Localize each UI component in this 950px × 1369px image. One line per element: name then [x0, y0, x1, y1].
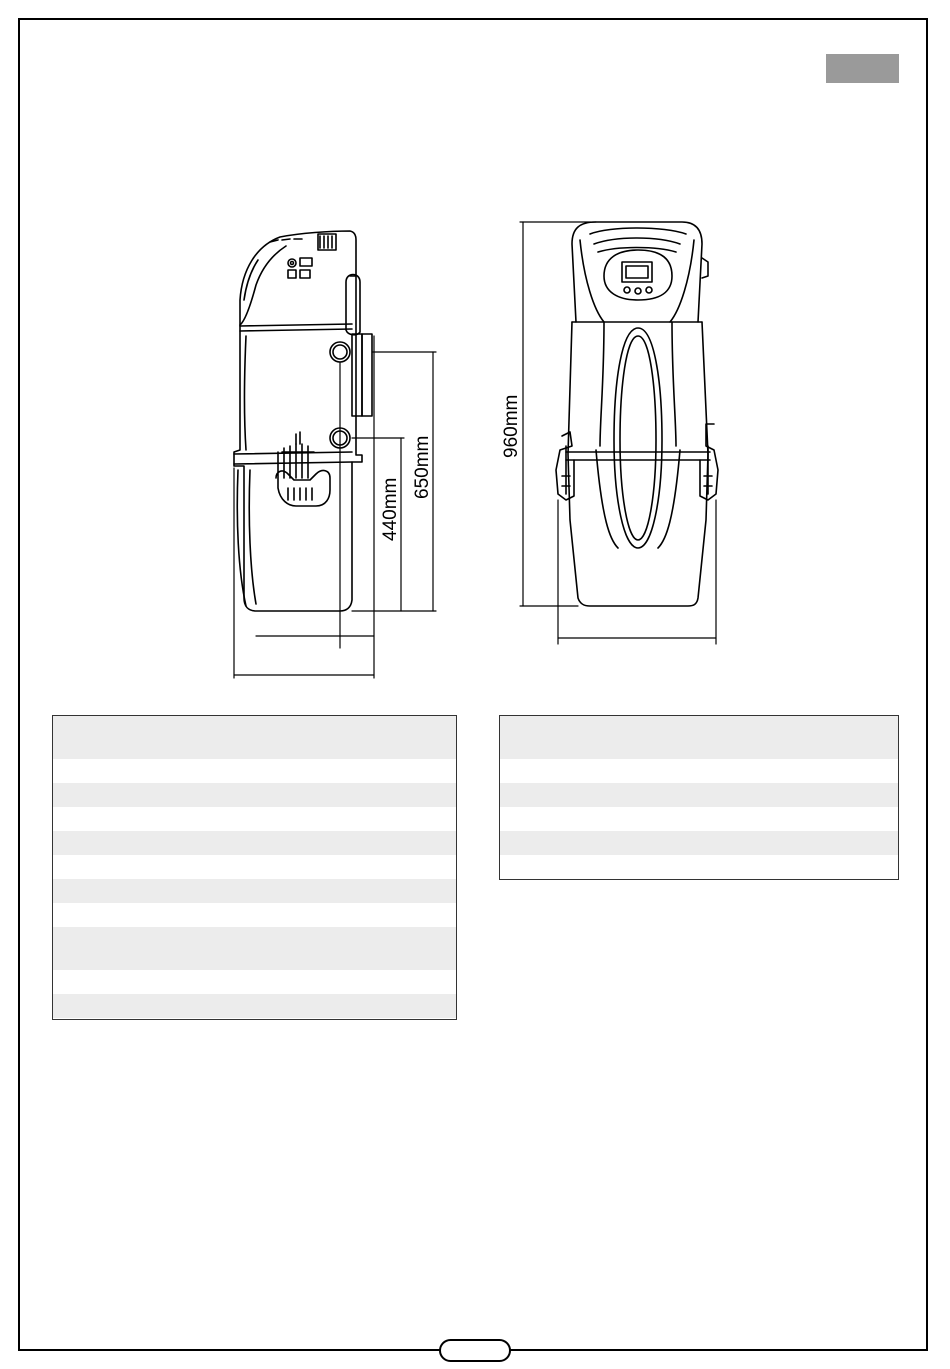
table-row: [500, 716, 898, 759]
table-row: [500, 831, 898, 855]
side-view-unit: [234, 231, 372, 611]
table-row: [53, 879, 456, 903]
dimension-440mm: 440mm: [380, 477, 401, 541]
table-row: [53, 759, 456, 783]
table-row: [53, 903, 456, 927]
table-row: [53, 716, 456, 759]
table-row: [53, 855, 456, 879]
table-row: [53, 970, 456, 994]
table-row: [53, 927, 456, 970]
table-row: [53, 831, 456, 855]
table-row: [500, 807, 898, 831]
table-row: [500, 759, 898, 783]
table-row: [53, 807, 456, 831]
table-row: [53, 783, 456, 807]
front-view-unit: [556, 222, 718, 606]
page-number-badge: [439, 1339, 511, 1362]
table-row: [53, 994, 456, 1018]
dimension-960mm: 960mm: [501, 394, 522, 458]
spec-table-right: [499, 715, 899, 880]
spec-table-left: [52, 715, 457, 1020]
side-dimension-lines: [234, 336, 436, 678]
table-row: [500, 783, 898, 807]
table-row: [500, 855, 898, 879]
dimension-650mm: 650mm: [412, 435, 433, 499]
